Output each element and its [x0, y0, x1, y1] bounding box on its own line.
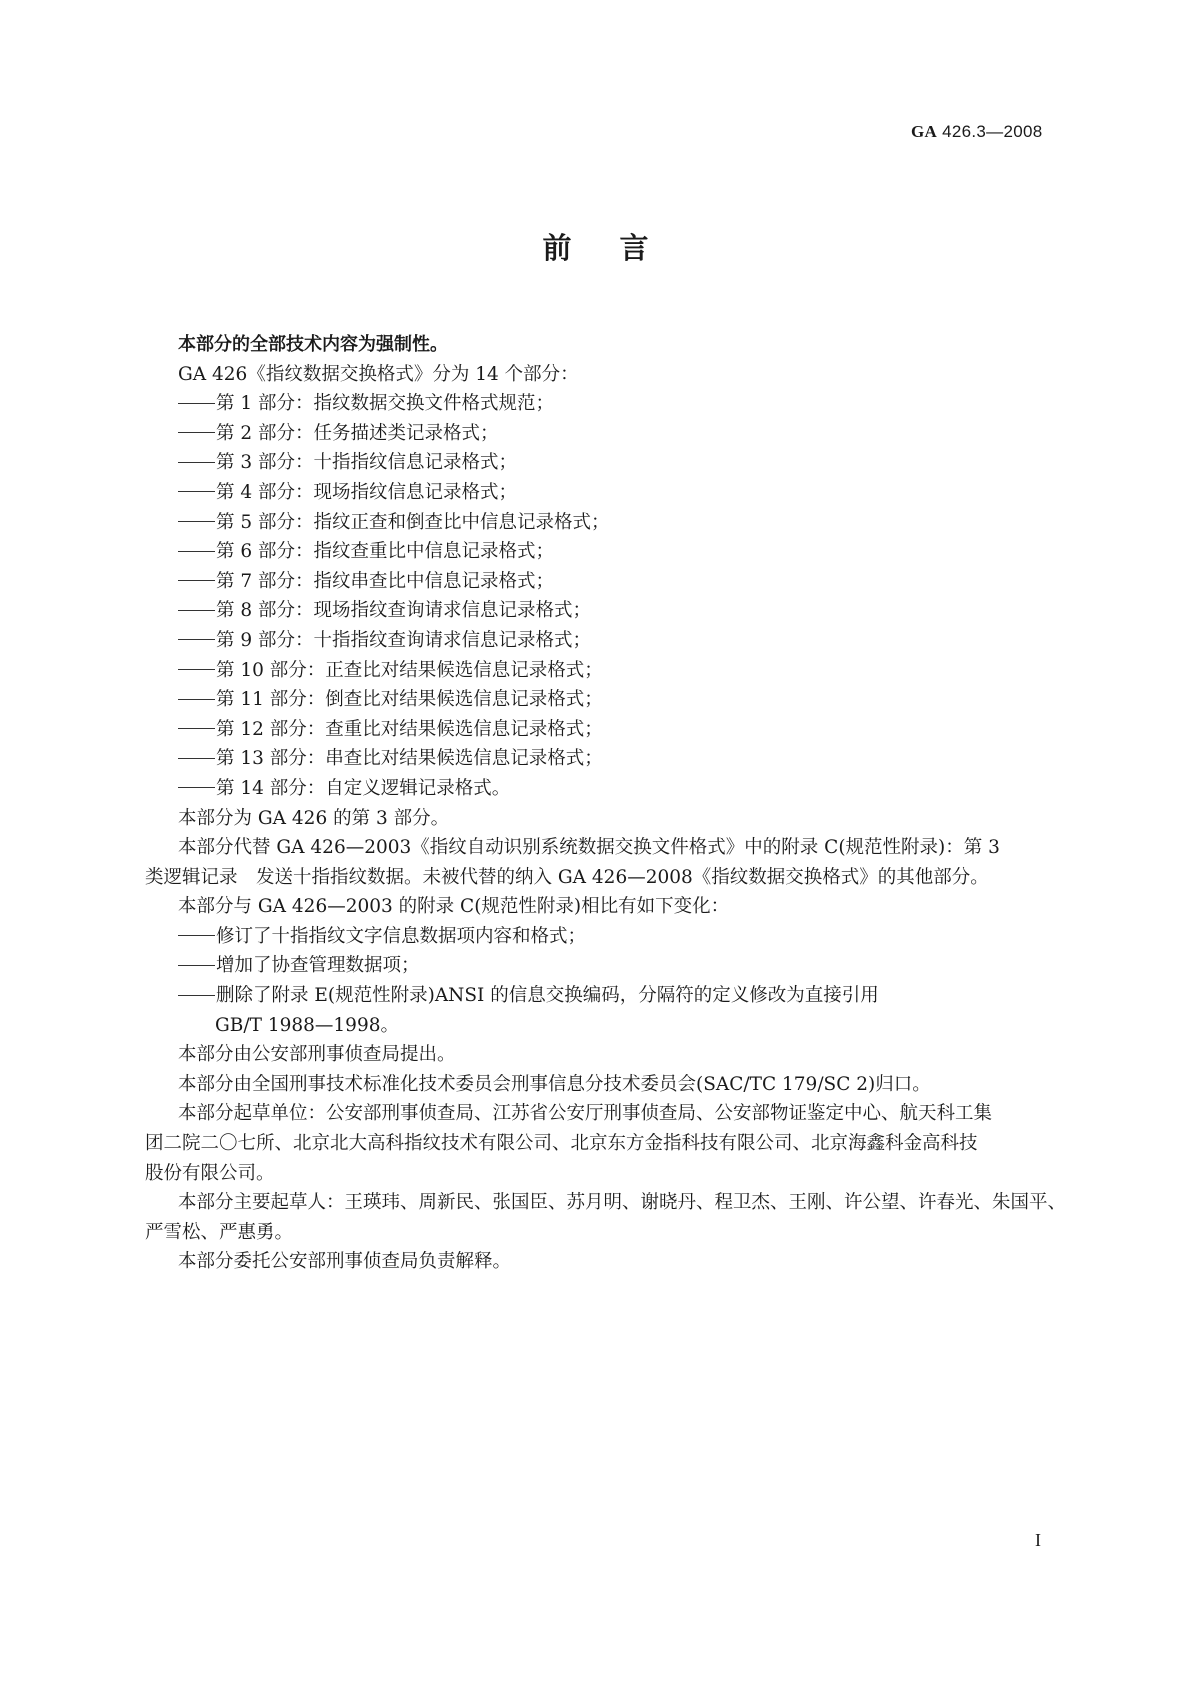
drafters-line-1: 本部分主要起草人：王瑛玮、周新民、张国臣、苏月明、谢晓丹、程卫杰、王刚、许公望、许春光、朱国平、 — [178, 1192, 1067, 1214]
dash-mark — [178, 639, 215, 640]
part-item: 第 2 部分：任务描述类记录格式； — [145, 419, 1057, 449]
part-item: 第 9 部分：十指指纹查询请求信息记录格式； — [145, 626, 1057, 656]
title-char-2: 言 — [619, 231, 649, 265]
change-item: 增加了协查管理数据项； — [145, 951, 1057, 981]
page-number: I — [1035, 1530, 1041, 1550]
page-title — [0, 226, 1191, 267]
part-item: 第 4 部分：现场指纹信息记录格式； — [145, 478, 1057, 508]
part-item: 第 13 部分：串查比对结果候选信息记录格式； — [145, 744, 1057, 774]
dash-mark — [178, 965, 215, 966]
mandatory-statement: 本部分的全部技术内容为强制性。 — [178, 334, 448, 355]
part-item: 第 1 部分：指纹数据交换文件格式规范； — [145, 389, 1057, 419]
dash-mark — [178, 787, 215, 788]
drafting-units-line-1: 本部分起草单位：公安部刑事侦查局、江苏省公安厅刑事侦查局、公安部物证鉴定中心、航天科工集 — [178, 1103, 993, 1125]
replaces-statement-line-2: 类逻辑记录 发送十指指纹数据。未被代替的纳入 GA 426—2008《指纹数据交换格式》的其他部分。 — [145, 866, 989, 888]
dash-mark — [178, 521, 215, 522]
part-item: 第 7 部分：指纹串查比中信息记录格式； — [145, 567, 1057, 597]
title-char-1: 前 — [542, 231, 572, 265]
part-item: 第 11 部分：倒查比对结果候选信息记录格式； — [145, 685, 1057, 715]
dash-mark — [178, 610, 215, 611]
dash-mark — [178, 758, 215, 759]
part-item: 第 5 部分：指纹正查和倒查比中信息记录格式； — [145, 508, 1057, 538]
dash-mark — [178, 432, 215, 433]
dash-mark — [178, 491, 215, 492]
dash-mark — [178, 699, 215, 700]
drafting-units-line-2: 团二院二〇七所、北京北大高科指纹技术有限公司、北京东方金指科技有限公司、北京海鑫科金高科技 — [145, 1133, 978, 1155]
foreword-body — [145, 330, 1067, 1277]
dash-mark — [178, 669, 215, 670]
drafters-line-2: 严雪松、严惠勇。 — [145, 1221, 294, 1243]
change-item: 修订了十指指纹文字信息数据项内容和格式； — [145, 922, 1057, 952]
change-item-continuation: GB/T 1988—1998。 — [215, 1014, 399, 1036]
part-item: 第 3 部分：十指指纹信息记录格式； — [145, 448, 1057, 478]
dash-mark — [178, 995, 215, 996]
dash-mark — [178, 551, 215, 552]
dash-mark — [178, 728, 215, 729]
dash-mark — [178, 462, 215, 463]
interpretation-statement: 本部分委托公安部刑事侦查局负责解释。 — [178, 1251, 512, 1273]
dash-mark — [178, 580, 215, 581]
change-item: 删除了附录 E(规范性附录)ANSI 的信息交换编码，分隔符的定义修改为直接引用 — [145, 981, 1057, 1011]
standard-code — [911, 122, 1043, 142]
part-of-statement: 本部分为 GA 426 的第 3 部分。 — [178, 807, 450, 829]
replaces-statement-line-1: 本部分代替 GA 426—2003《指纹自动识别系统数据交换文件格式》中的附录 C(规范性附录)：第 3 — [178, 837, 1000, 859]
proposed-by: 本部分由公安部刑事侦查局提出。 — [178, 1044, 456, 1066]
standard-code-number: 426.3—2008 — [937, 122, 1043, 141]
drafting-units-line-3: 股份有限公司。 — [145, 1162, 275, 1184]
centralized-by: 本部分由全国刑事技术标准化技术委员会刑事信息分技术委员会(SAC/TC 179/SC 2)归口。 — [178, 1073, 931, 1095]
standard-code-prefix: GA — [911, 122, 938, 141]
part-item: 第 10 部分：正查比对结果候选信息记录格式； — [145, 656, 1057, 686]
part-item: 第 6 部分：指纹查重比中信息记录格式； — [145, 537, 1057, 567]
part-item: 第 12 部分：查重比对结果候选信息记录格式； — [145, 715, 1057, 745]
parts-intro: GA 426《指纹数据交换格式》分为 14 个部分： — [178, 363, 579, 385]
dash-mark — [178, 403, 215, 404]
dash-mark — [178, 935, 215, 936]
part-item: 第 14 部分：自定义逻辑记录格式。 — [145, 774, 1057, 804]
part-item: 第 8 部分：现场指纹查询请求信息记录格式； — [145, 596, 1057, 626]
changes-intro: 本部分与 GA 426—2003 的附录 C(规范性附录)相比有如下变化： — [178, 896, 730, 918]
